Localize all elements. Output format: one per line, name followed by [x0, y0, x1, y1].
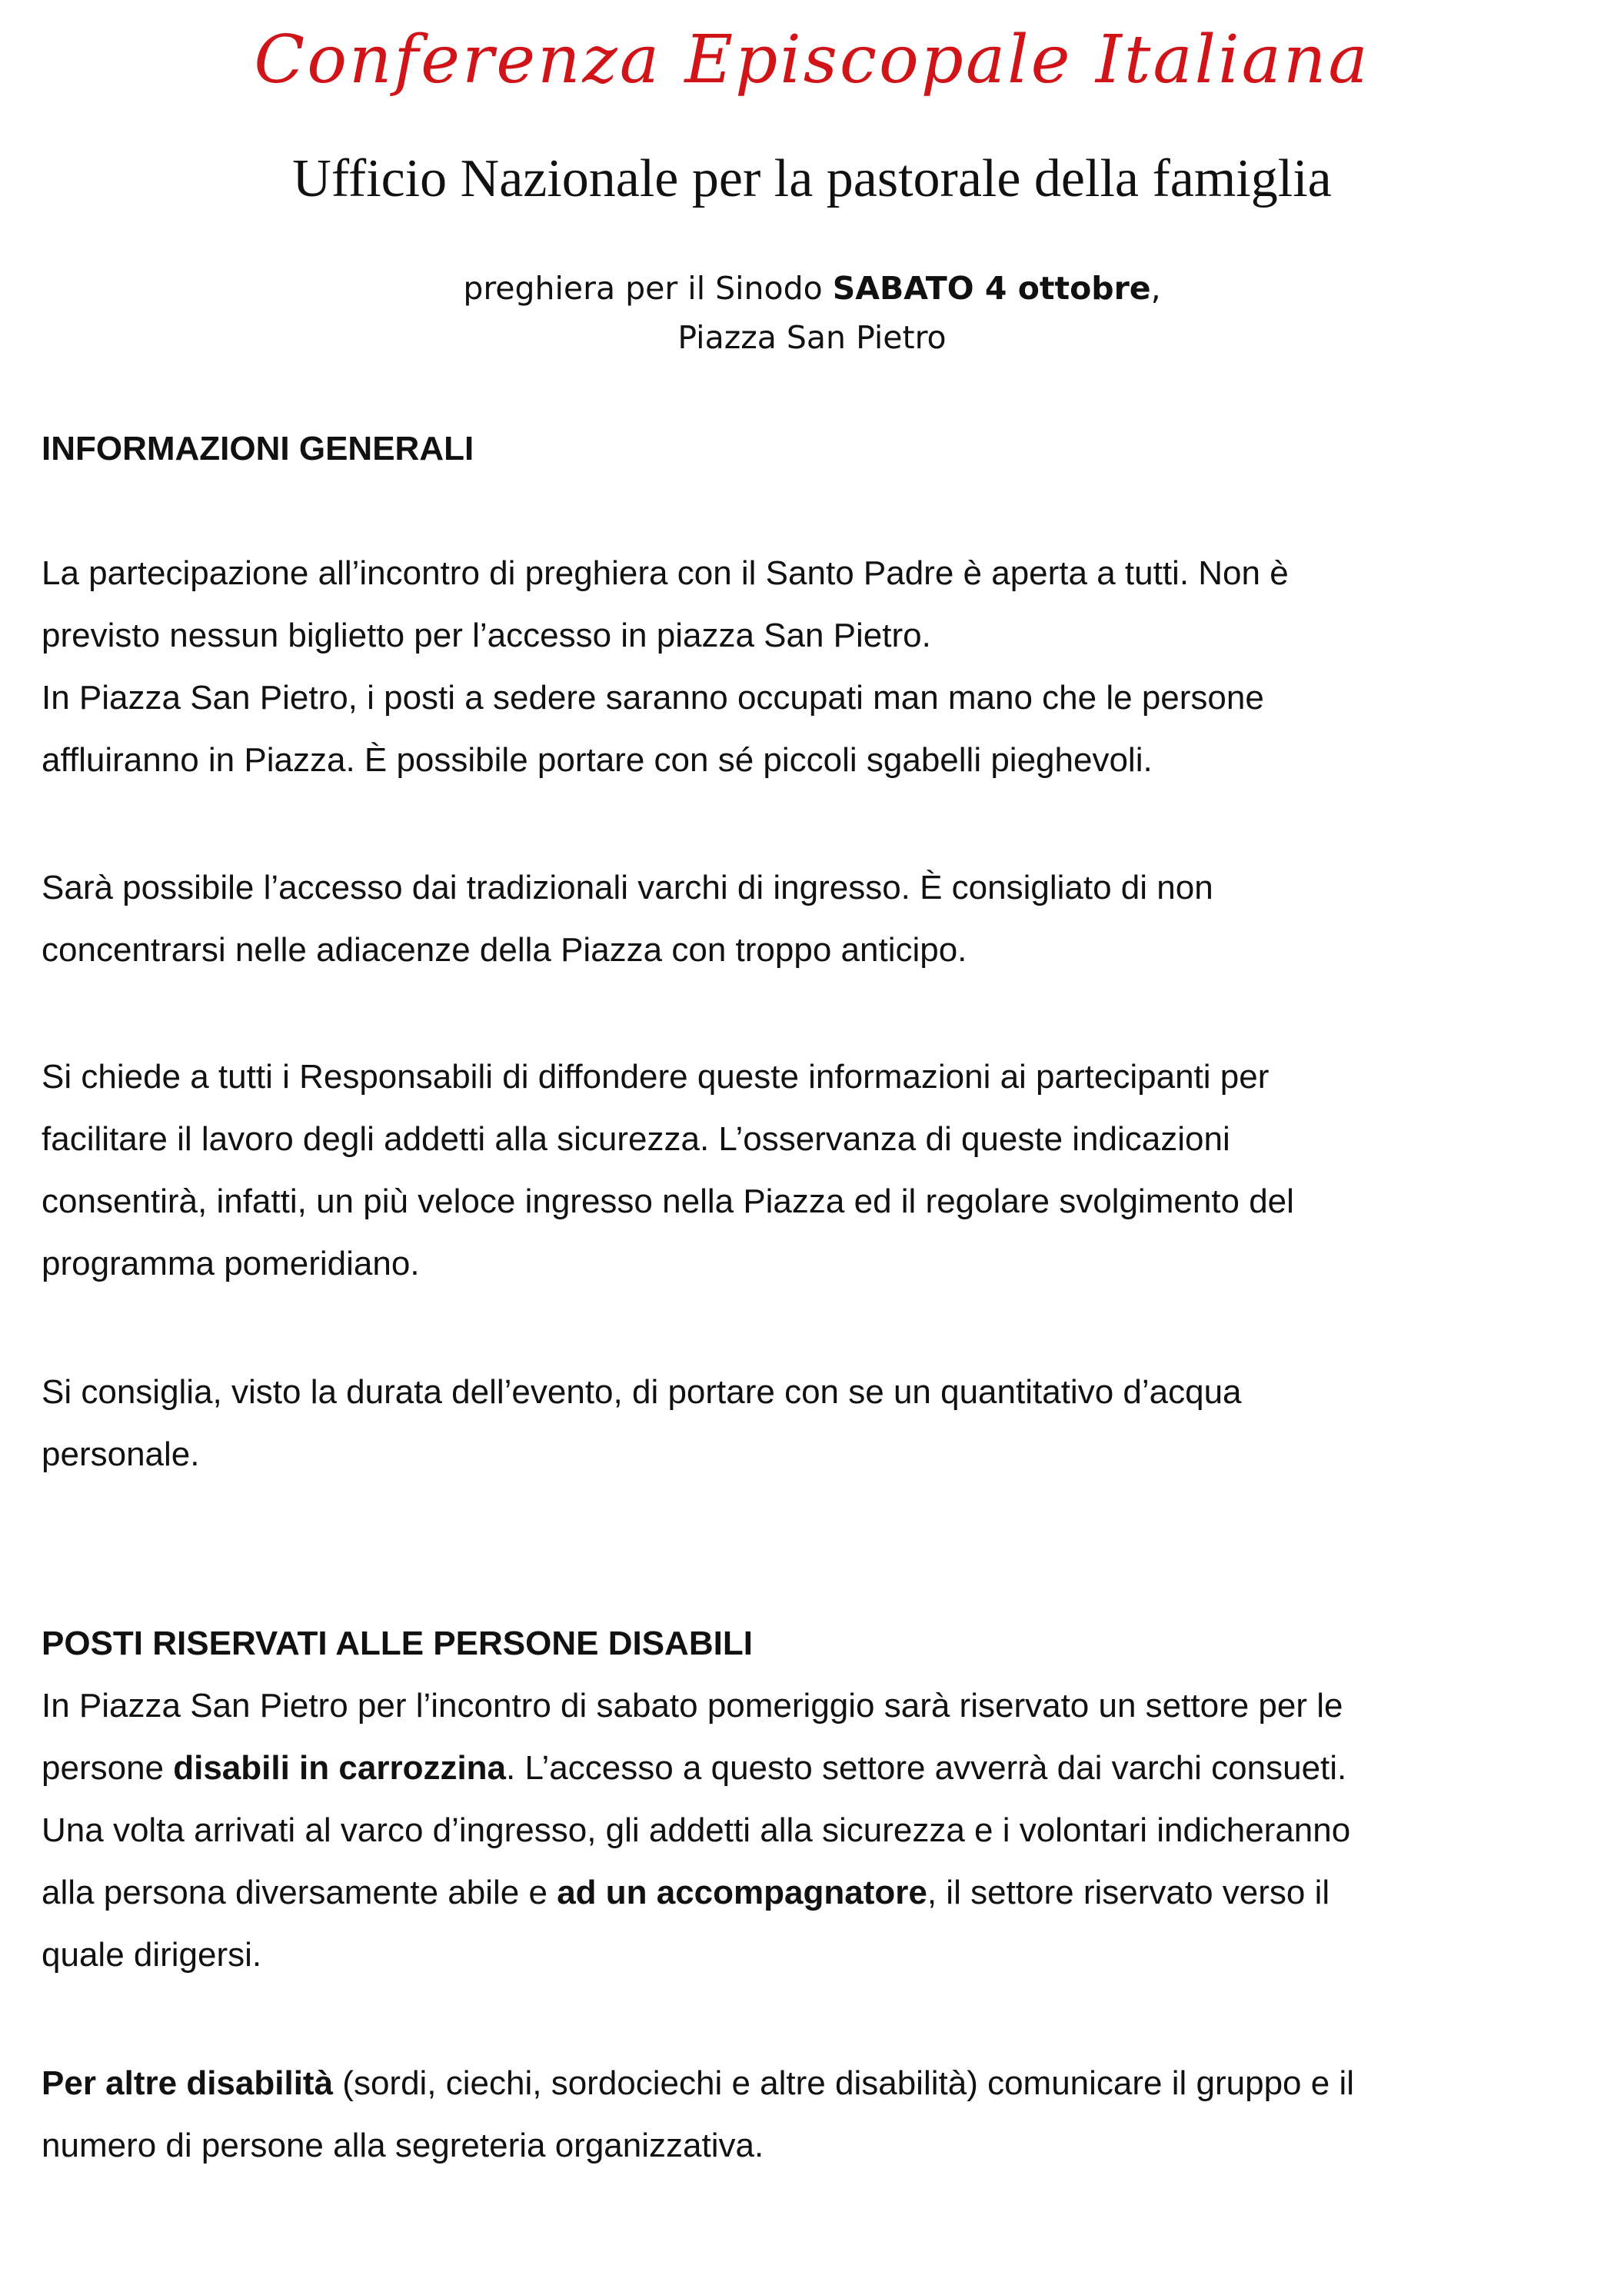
section-heading-disabled: POSTI RISERVATI ALLE PERSONE DISABILI [42, 1625, 753, 1662]
paragraph-line: In Piazza San Pietro per l’incontro di sabato pomeriggio sarà riservato un settore per le [42, 1687, 1343, 1725]
text-run: persone [42, 1749, 174, 1787]
paragraph-other-disabilities [42, 2052, 1587, 2177]
office-title: Ufficio Nazionale per la pastorale della famiglia [292, 149, 1332, 208]
paragraph-line: Sarà possibile l’accesso dai tradizionali varchi di ingresso. È consigliato di non [42, 869, 1213, 906]
paragraph-line: personale. [42, 1435, 200, 1473]
paragraph-line: affluiranno in Piazza. È possibile portare con sé piccoli sgabelli pieghevoli. [42, 741, 1153, 779]
section-heading-general: INFORMAZIONI GENERALI [42, 430, 474, 467]
event-place: Piazza San Pietro [677, 319, 947, 356]
paragraph-responsabili [42, 1046, 1587, 1295]
paragraph-wheelchair [42, 1675, 1587, 1986]
organization-title: Conferenza Episcopale Italiana [254, 22, 1370, 98]
paragraph-participation [42, 542, 1587, 791]
paragraph-line: In Piazza San Pietro, i posti a sedere saranno occupati man mano che le persone [42, 679, 1264, 717]
event-suffix: , [1150, 270, 1161, 307]
paragraph-line: numero di persone alla segreteria organizzativa. [42, 2127, 764, 2164]
paragraph-line: La partecipazione all’incontro di preghiera con il Santo Padre è aperta a tutti. Non è [42, 554, 1289, 592]
paragraph-line [42, 2052, 1587, 2114]
paragraph-line [42, 1861, 1587, 1924]
paragraph-line: previsto nessun biglietto per l’accesso in piazza San Pietro. [42, 617, 931, 654]
event-date: SABATO 4 ottobre [832, 270, 1151, 307]
paragraph-line: programma pomeridiano. [42, 1245, 420, 1282]
paragraph-line: Si chiede a tutti i Responsabili di diffondere queste informazioni ai partecipanti per [42, 1058, 1270, 1096]
paragraph-line: consentirà, infatti, un più veloce ingresso nella Piazza ed il regolare svolgimento del [42, 1182, 1294, 1220]
text-run: . L’accesso a questo settore avverrà dai varchi consueti. [506, 1749, 1347, 1787]
paragraph-water [42, 1361, 1587, 1485]
text-run: (sordi, ciechi, sordociechi e altre disabilità) comunicare il gruppo e il [333, 2064, 1354, 2102]
paragraph-line: facilitare il lavoro degli addetti alla sicurezza. L’osservanza di queste indicazioni [42, 1120, 1230, 1158]
bold-text-run: Per altre disabilità [42, 2064, 334, 2102]
paragraph-access [42, 856, 1587, 981]
text-run: alla persona diversamente abile e [42, 1874, 557, 1911]
paragraph-line [42, 1737, 1587, 1799]
paragraph-line: quale dirigersi. [42, 1936, 262, 1974]
bold-text-run: disabili in carrozzina [173, 1749, 507, 1787]
bold-text-run: ad un accompagnatore [557, 1874, 927, 1911]
paragraph-line: concentrarsi nelle adiacenze della Piazza con troppo anticipo. [42, 931, 967, 969]
text-run: , il settore riservato verso il [927, 1874, 1330, 1911]
event-prefix: preghiera per il Sinodo [463, 270, 833, 307]
paragraph-line: Si consiglia, visto la durata dell’evento, di portare con se un quantitativo d’acqua [42, 1373, 1242, 1411]
paragraph-line: Una volta arrivati al varco d’ingresso, gli addetti alla sicurezza e i volontari indicheranno [42, 1811, 1351, 1849]
event-line [0, 264, 1624, 313]
